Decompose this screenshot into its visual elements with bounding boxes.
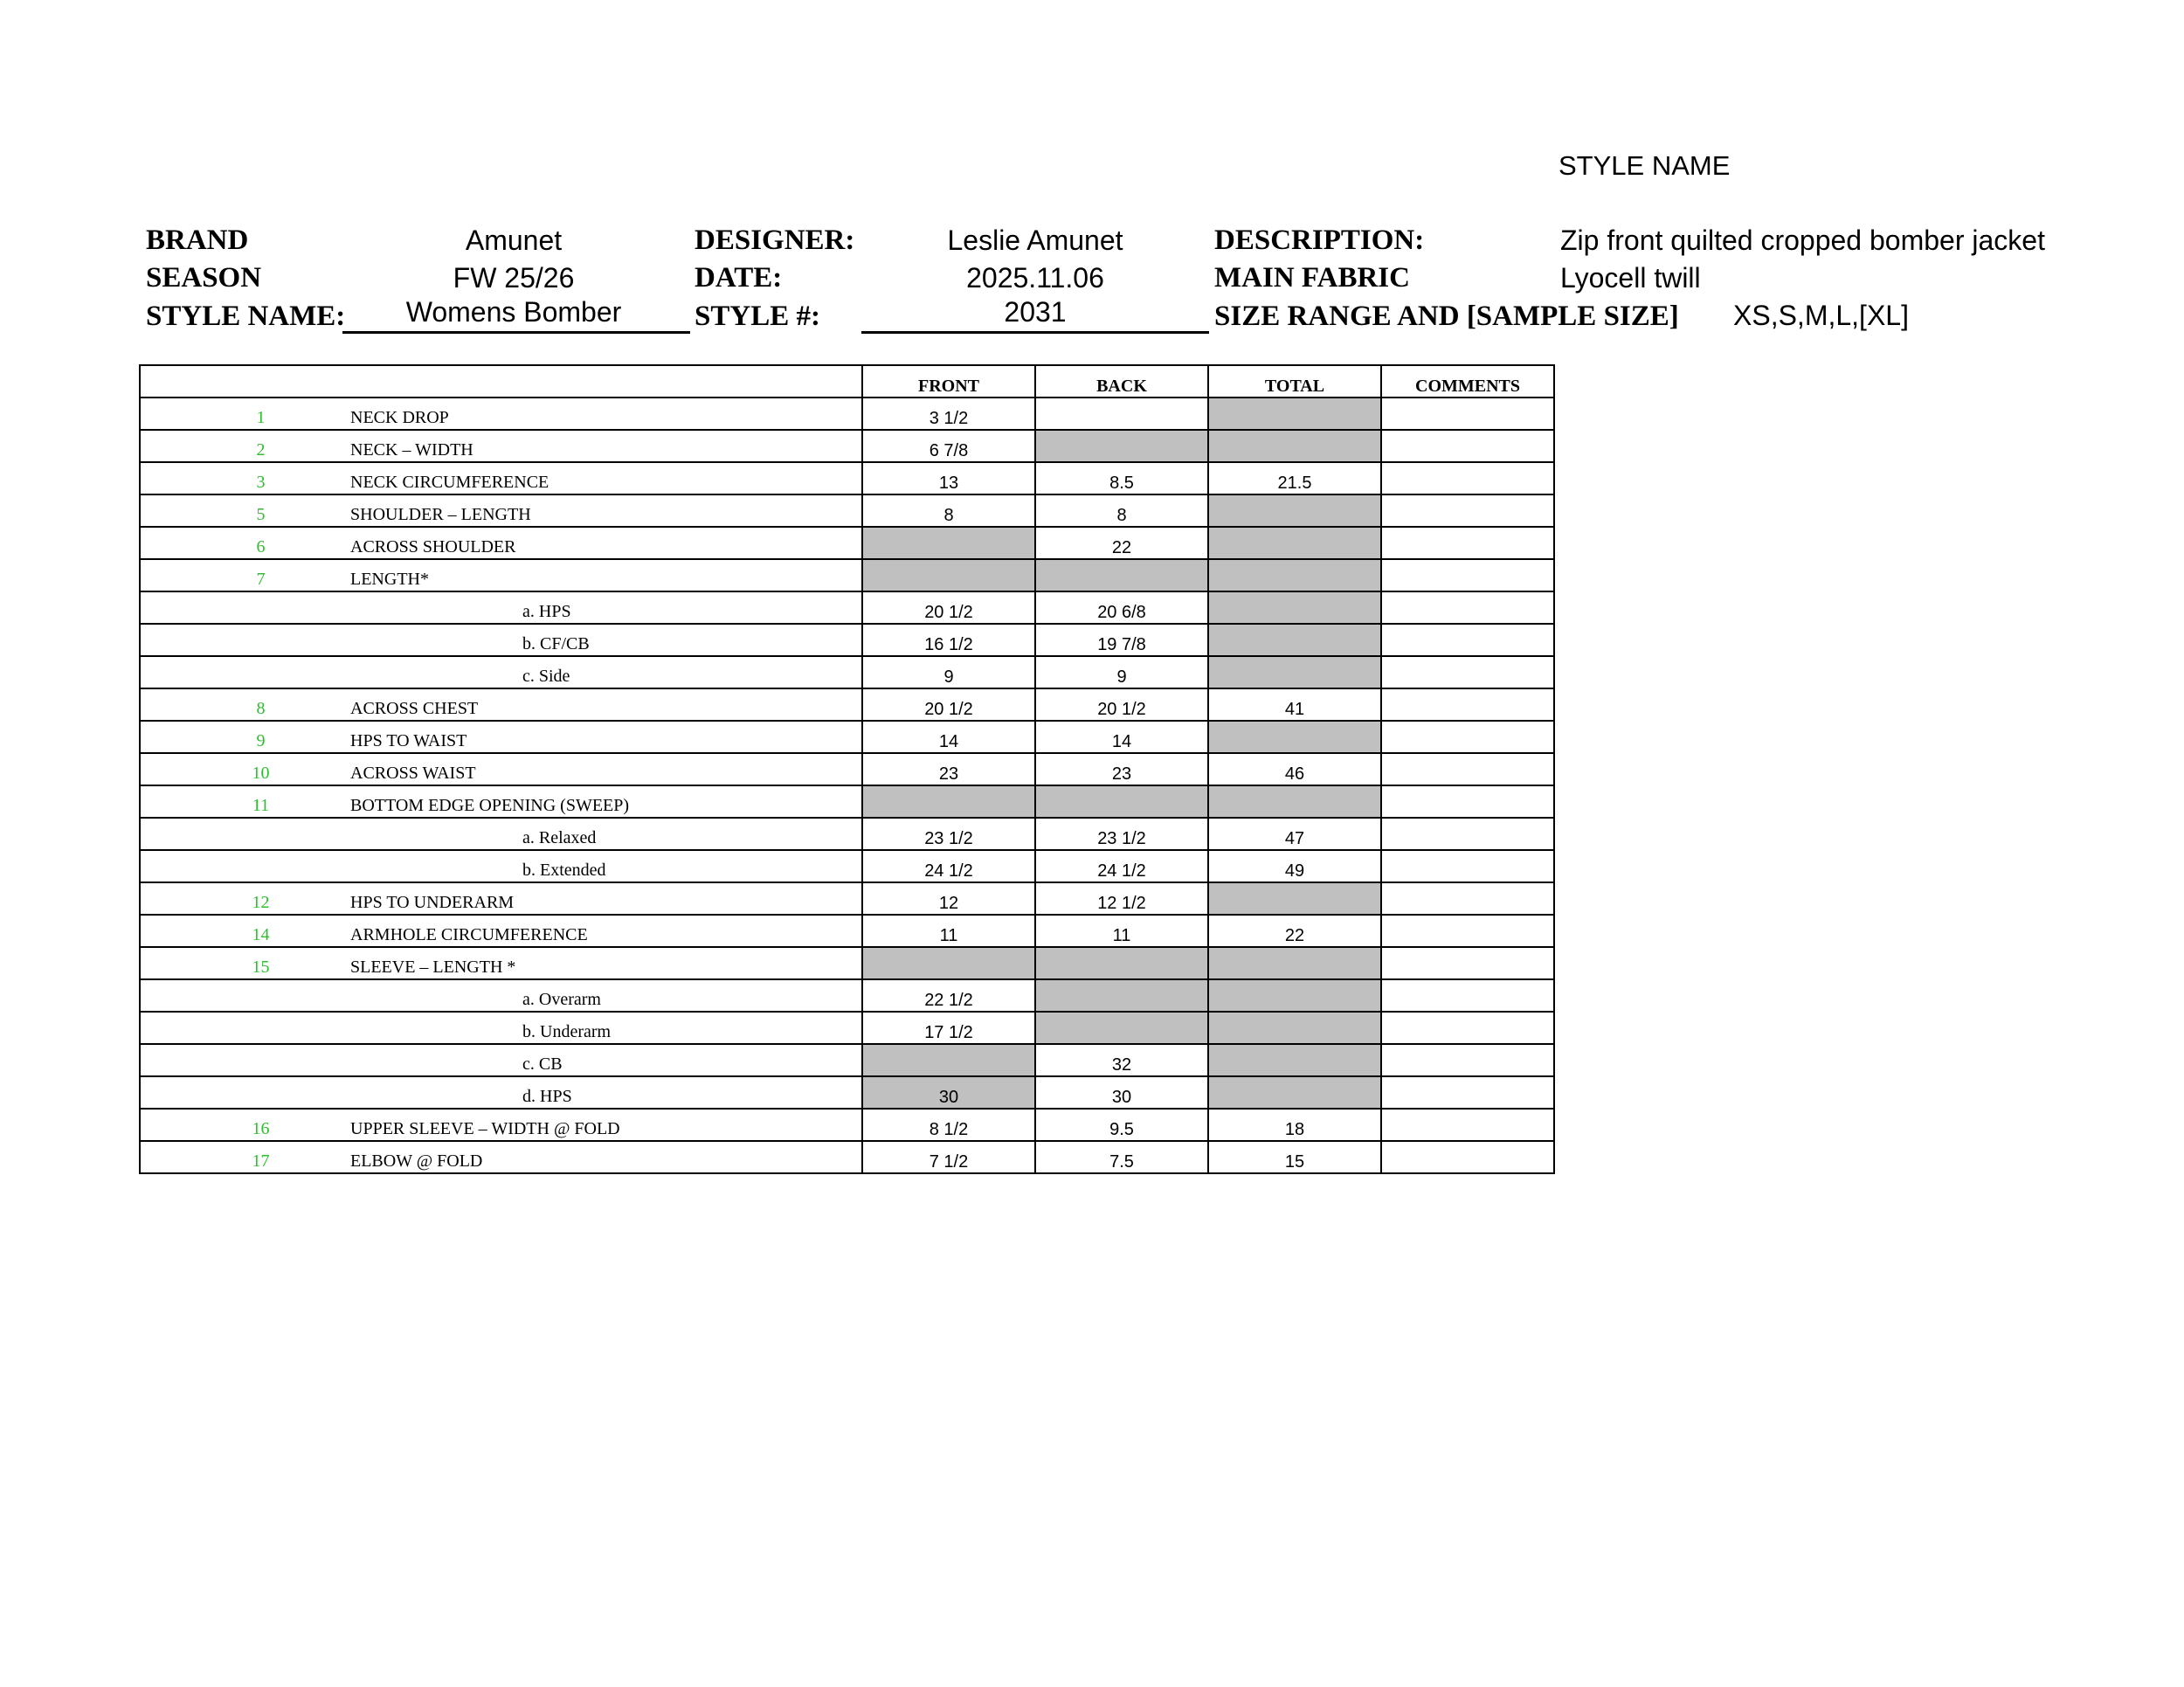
total-cell[interactable] <box>1208 785 1381 818</box>
table-row <box>140 882 1554 915</box>
front-cell[interactable]: 6 7/8 <box>862 430 1035 462</box>
measurement-label-cell <box>140 915 862 947</box>
measurement-number: 5 <box>256 505 266 524</box>
measurement-number: 16 <box>252 1119 270 1138</box>
measurement-label <box>141 592 861 623</box>
comments-cell[interactable] <box>1381 656 1554 688</box>
style-name-heading: STYLE NAME <box>1559 150 1731 181</box>
measurement-name: SLEEVE – LENGTH * <box>350 958 516 977</box>
date-label: DATE: <box>695 262 783 294</box>
sub-measurement-name: c. Side <box>522 667 570 686</box>
measurement-name: NECK DROP <box>350 408 449 427</box>
sub-measurement-name: b. Extended <box>522 861 606 880</box>
column-header-back: BACK <box>1035 365 1208 398</box>
front-cell[interactable]: 23 <box>862 753 1035 785</box>
total-cell[interactable]: 46 <box>1208 753 1381 785</box>
front-cell[interactable]: 8 1/2 <box>862 1109 1035 1141</box>
front-cell[interactable]: 17 1/2 <box>862 1012 1035 1044</box>
measurement-name: NECK CIRCUMFERENCE <box>350 473 549 492</box>
table-row <box>140 591 1554 624</box>
description-value: Zip front quilted cropped bomber jacket <box>1560 225 2045 256</box>
comments-cell[interactable] <box>1381 559 1554 591</box>
table-row <box>140 1141 1554 1173</box>
table-row <box>140 430 1554 462</box>
comments-cell[interactable] <box>1381 688 1554 721</box>
measurement-label-cell <box>140 721 862 753</box>
comments-cell[interactable] <box>1381 721 1554 753</box>
comments-cell[interactable] <box>1381 494 1554 527</box>
table-row <box>140 559 1554 591</box>
style-no-label: STYLE #: <box>695 301 820 332</box>
back-cell[interactable] <box>1035 947 1208 979</box>
total-cell[interactable]: 41 <box>1208 688 1381 721</box>
total-cell[interactable] <box>1208 1076 1381 1109</box>
measurement-label <box>141 398 861 429</box>
measurement-label-cell <box>140 1141 862 1173</box>
measurement-label-cell <box>140 785 862 818</box>
measurement-name: ACROSS WAIST <box>350 764 476 783</box>
measurement-label-cell <box>140 1076 862 1109</box>
measurement-number: 12 <box>252 893 270 912</box>
back-cell[interactable] <box>1035 398 1208 430</box>
back-cell[interactable]: 20 6/8 <box>1035 591 1208 624</box>
total-cell[interactable]: 47 <box>1208 818 1381 850</box>
measurement-name: ACROSS SHOULDER <box>350 537 516 557</box>
measurement-label-cell <box>140 1044 862 1076</box>
measurement-label-cell <box>140 462 862 494</box>
total-cell[interactable] <box>1208 527 1381 559</box>
measurement-label-cell <box>140 591 862 624</box>
sub-measurement-name: d. HPS <box>522 1087 572 1106</box>
back-cell[interactable]: 32 <box>1035 1044 1208 1076</box>
comments-cell[interactable] <box>1381 818 1554 850</box>
measurement-label-cell <box>140 1109 862 1141</box>
back-cell[interactable]: 12 1/2 <box>1035 882 1208 915</box>
front-cell[interactable]: 11 <box>862 915 1035 947</box>
measurement-label-cell <box>140 656 862 688</box>
table-row <box>140 1012 1554 1044</box>
measurement-label-cell <box>140 430 862 462</box>
back-cell[interactable]: 23 <box>1035 753 1208 785</box>
style-no-underline <box>861 331 1209 334</box>
size-range-label: SIZE RANGE AND [SAMPLE SIZE] <box>1214 301 1679 332</box>
total-cell[interactable]: 21.5 <box>1208 462 1381 494</box>
measurement-label <box>141 883 861 914</box>
front-cell[interactable]: 16 1/2 <box>862 624 1035 656</box>
measurement-label-cell <box>140 753 862 785</box>
measurement-name: ARMHOLE CIRCUMFERENCE <box>350 925 588 944</box>
size-range-value: XS,S,M,L,[XL] <box>1733 300 1909 331</box>
season-label: SEASON <box>146 262 262 294</box>
measurement-name: NECK – WIDTH <box>350 440 473 460</box>
column-header-comments: COMMENTS <box>1381 365 1554 398</box>
measurement-label-cell <box>140 527 862 559</box>
table-row <box>140 688 1554 721</box>
measurement-name: BOTTOM EDGE OPENING (SWEEP) <box>350 796 630 815</box>
comments-cell[interactable] <box>1381 979 1554 1012</box>
sub-measurement-name: a. Overarm <box>522 990 601 1009</box>
measurement-label-cell <box>140 882 862 915</box>
style-name-field[interactable]: Womens Bomber <box>405 296 622 328</box>
measurement-label <box>141 819 861 849</box>
table-row <box>140 1076 1554 1109</box>
back-cell[interactable] <box>1035 430 1208 462</box>
measurement-number: 10 <box>252 764 270 783</box>
measurement-table-body <box>140 365 1554 1173</box>
comments-cell[interactable] <box>1381 1109 1554 1141</box>
measurement-label <box>141 1142 861 1172</box>
measurement-label-cell <box>140 850 862 882</box>
total-cell[interactable] <box>1208 1044 1381 1076</box>
sub-measurement-name: c. CB <box>522 1054 563 1074</box>
table-row <box>140 398 1554 430</box>
measurement-label <box>141 1077 861 1108</box>
total-cell[interactable] <box>1208 591 1381 624</box>
measurement-label <box>141 722 861 752</box>
back-cell[interactable]: 8.5 <box>1035 462 1208 494</box>
measurement-label <box>141 689 861 720</box>
style-name-label: STYLE NAME: <box>146 301 346 332</box>
measurement-label <box>141 1045 861 1075</box>
measurement-label <box>141 1013 861 1043</box>
total-cell[interactable] <box>1208 430 1381 462</box>
measurement-label-cell <box>140 494 862 527</box>
measurement-label <box>141 463 861 494</box>
description-label: DESCRIPTION: <box>1214 225 1425 256</box>
sub-measurement-name: b. CF/CB <box>522 634 590 653</box>
comments-cell[interactable] <box>1381 1141 1554 1173</box>
front-cell[interactable] <box>862 527 1035 559</box>
measurement-label <box>141 657 861 688</box>
designer-value: Leslie Amunet <box>947 225 1123 256</box>
total-cell[interactable] <box>1208 559 1381 591</box>
main-fabric-value: Lyocell twill <box>1560 262 1701 294</box>
front-cell[interactable]: 3 1/2 <box>862 398 1035 430</box>
back-cell[interactable] <box>1035 559 1208 591</box>
comments-cell[interactable] <box>1381 462 1554 494</box>
total-cell[interactable]: 49 <box>1208 850 1381 882</box>
measurement-number: 6 <box>256 537 266 557</box>
total-cell[interactable] <box>1208 624 1381 656</box>
comments-cell[interactable] <box>1381 624 1554 656</box>
measurement-name: LENGTH* <box>350 570 429 589</box>
total-cell[interactable] <box>1208 721 1381 753</box>
measurement-number: 1 <box>256 408 266 427</box>
designer-label: DESIGNER: <box>695 225 855 256</box>
measurement-label-cell <box>140 1012 862 1044</box>
comments-cell[interactable] <box>1381 915 1554 947</box>
comments-cell[interactable] <box>1381 753 1554 785</box>
table-row <box>140 915 1554 947</box>
total-cell[interactable] <box>1208 398 1381 430</box>
main-fabric-label: MAIN FABRIC <box>1214 262 1410 294</box>
table-row <box>140 656 1554 688</box>
table-row <box>140 753 1554 785</box>
measurement-label-cell <box>140 979 862 1012</box>
measurement-name: SHOULDER – LENGTH <box>350 505 531 524</box>
back-cell[interactable]: 30 <box>1035 1076 1208 1109</box>
measurement-label <box>141 528 861 558</box>
measurement-number: 15 <box>252 958 270 977</box>
measurement-table <box>139 364 1555 1174</box>
measurement-name: UPPER SLEEVE – WIDTH @ FOLD <box>350 1119 620 1138</box>
front-cell[interactable]: 20 1/2 <box>862 688 1035 721</box>
measurement-label-cell <box>140 818 862 850</box>
front-cell[interactable]: 12 <box>862 882 1035 915</box>
total-cell[interactable] <box>1208 979 1381 1012</box>
comments-cell[interactable] <box>1381 398 1554 430</box>
measurement-label-cell <box>140 559 862 591</box>
front-cell[interactable]: 22 1/2 <box>862 979 1035 1012</box>
style-name-underline <box>342 331 690 334</box>
comments-cell[interactable] <box>1381 591 1554 624</box>
total-cell[interactable] <box>1208 656 1381 688</box>
table-row <box>140 462 1554 494</box>
measurement-number: 8 <box>256 699 266 718</box>
sub-measurement-name: a. Relaxed <box>522 828 597 847</box>
comments-cell[interactable] <box>1381 1012 1554 1044</box>
table-row <box>140 721 1554 753</box>
total-cell[interactable]: 15 <box>1208 1141 1381 1173</box>
total-cell[interactable]: 22 <box>1208 915 1381 947</box>
style-no-field[interactable]: 2031 <box>1004 296 1067 328</box>
back-cell[interactable]: 11 <box>1035 915 1208 947</box>
front-cell[interactable] <box>862 559 1035 591</box>
measurement-number: 7 <box>256 570 266 589</box>
back-cell[interactable]: 8 <box>1035 494 1208 527</box>
back-cell[interactable] <box>1035 1012 1208 1044</box>
measurement-label-cell <box>140 398 862 430</box>
table-row <box>140 494 1554 527</box>
front-cell[interactable]: 14 <box>862 721 1035 753</box>
back-cell[interactable]: 20 1/2 <box>1035 688 1208 721</box>
comments-cell[interactable] <box>1381 1044 1554 1076</box>
back-cell[interactable]: 14 <box>1035 721 1208 753</box>
back-cell[interactable]: 9.5 <box>1035 1109 1208 1141</box>
front-cell[interactable]: 7 1/2 <box>862 1141 1035 1173</box>
table-row <box>140 624 1554 656</box>
measurement-label <box>141 948 861 978</box>
comments-cell[interactable] <box>1381 850 1554 882</box>
brand-label: BRAND <box>146 225 249 256</box>
total-cell[interactable]: 18 <box>1208 1109 1381 1141</box>
total-cell[interactable] <box>1208 882 1381 915</box>
total-cell[interactable] <box>1208 1012 1381 1044</box>
table-row <box>140 947 1554 979</box>
front-cell[interactable]: 24 1/2 <box>862 850 1035 882</box>
back-cell[interactable]: 7.5 <box>1035 1141 1208 1173</box>
measurement-label-cell <box>140 624 862 656</box>
back-cell[interactable]: 24 1/2 <box>1035 850 1208 882</box>
measurement-label-cell <box>140 688 862 721</box>
measurement-label <box>141 916 861 946</box>
front-cell[interactable] <box>862 947 1035 979</box>
measurement-label <box>141 754 861 785</box>
measurement-number: 3 <box>256 473 266 492</box>
measurement-label-cell <box>140 947 862 979</box>
comments-cell[interactable] <box>1381 430 1554 462</box>
date-value: 2025.11.06 <box>966 262 1104 294</box>
front-cell[interactable] <box>862 1044 1035 1076</box>
measurement-number: 9 <box>256 731 266 750</box>
sub-measurement-name: b. Underarm <box>522 1022 612 1041</box>
measurement-label <box>141 625 861 655</box>
measurement-number: 2 <box>256 440 266 460</box>
measurement-label <box>141 980 861 1011</box>
front-cell[interactable] <box>862 785 1035 818</box>
comments-cell[interactable] <box>1381 527 1554 559</box>
comments-cell[interactable] <box>1381 1076 1554 1109</box>
header-blank-cell <box>140 365 862 398</box>
measurement-label <box>141 1110 861 1140</box>
table-row <box>140 1044 1554 1076</box>
measurement-number: 14 <box>252 925 270 944</box>
table-row <box>140 979 1554 1012</box>
sub-measurement-name: a. HPS <box>522 602 571 621</box>
table-row <box>140 785 1554 818</box>
back-cell[interactable]: 9 <box>1035 656 1208 688</box>
measurement-name: HPS TO UNDERARM <box>350 893 515 912</box>
column-header-total: TOTAL <box>1208 365 1381 398</box>
measurement-name: ELBOW @ FOLD <box>350 1151 483 1171</box>
front-cell[interactable]: 30 <box>862 1076 1035 1109</box>
measurement-label <box>141 495 861 526</box>
total-cell[interactable] <box>1208 947 1381 979</box>
front-cell[interactable]: 8 <box>862 494 1035 527</box>
column-header-front: FRONT <box>862 365 1035 398</box>
measurement-name: ACROSS CHEST <box>350 699 479 718</box>
comments-cell[interactable] <box>1381 785 1554 818</box>
table-row <box>140 850 1554 882</box>
measurement-label <box>141 431 861 461</box>
measurement-number: 17 <box>252 1151 270 1171</box>
measurement-label <box>141 851 861 882</box>
table-row <box>140 1109 1554 1141</box>
measurement-label <box>141 560 861 591</box>
comments-cell[interactable] <box>1381 947 1554 979</box>
front-cell[interactable]: 9 <box>862 656 1035 688</box>
measurement-name: HPS TO WAIST <box>350 731 467 750</box>
front-cell[interactable]: 23 1/2 <box>862 818 1035 850</box>
table-row <box>140 818 1554 850</box>
front-cell[interactable]: 13 <box>862 462 1035 494</box>
back-cell[interactable] <box>1035 979 1208 1012</box>
back-cell[interactable] <box>1035 785 1208 818</box>
back-cell[interactable]: 23 1/2 <box>1035 818 1208 850</box>
measurement-label <box>141 786 861 817</box>
front-cell[interactable]: 20 1/2 <box>862 591 1035 624</box>
brand-value: Amunet <box>465 225 563 256</box>
back-cell[interactable]: 19 7/8 <box>1035 624 1208 656</box>
back-cell[interactable]: 22 <box>1035 527 1208 559</box>
measurement-number: 11 <box>252 796 270 815</box>
comments-cell[interactable] <box>1381 882 1554 915</box>
season-value: FW 25/26 <box>453 262 575 294</box>
table-row <box>140 527 1554 559</box>
total-cell[interactable] <box>1208 494 1381 527</box>
table-header-row <box>140 365 1554 398</box>
